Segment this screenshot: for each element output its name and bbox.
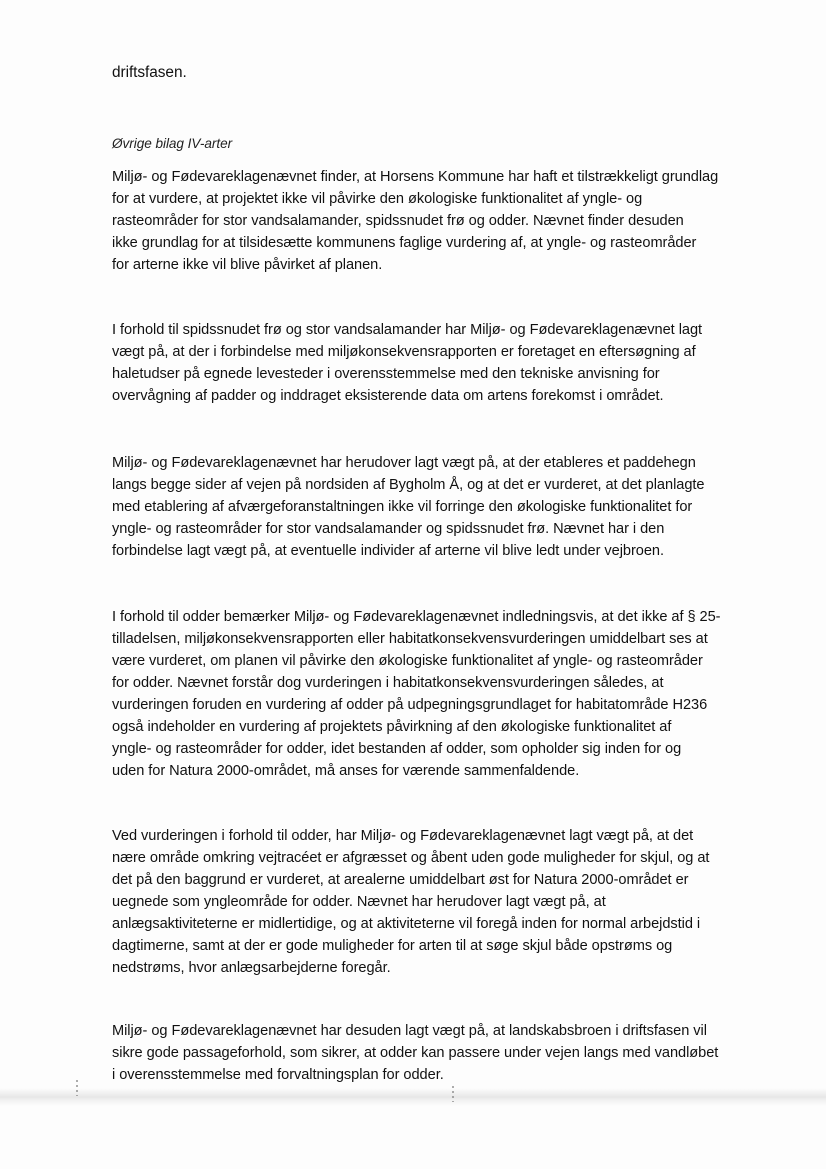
paragraph-3 <box>112 452 736 562</box>
text-line: anlægsaktiviteterne er midlertidige, og at aktiviteterne vil foregå inden for normal arbejdstid i <box>112 916 701 932</box>
text-line: rasteområder for stor vandsalamander, spidssnudet frø og odder. Nævnet finder desuden <box>112 213 684 229</box>
text-line: uden for Natura 2000-området, må anses for værende sammenfaldende. <box>112 763 580 779</box>
text-line: driftsfasen. <box>112 64 187 81</box>
text-line: med etablering af afværgeforanstaltningen ikke vil forringe den økologiske funktionalitet for <box>112 499 693 515</box>
scan-artifact-mark <box>76 1080 78 1096</box>
text-line: nedstrøms, hvor anlægsarbejderne foregår. <box>112 960 391 976</box>
text-line: det på den baggrund er vurderet, at arealerne umiddelbart øst for Natura 2000-området er <box>112 872 689 888</box>
text-line: I forhold til spidssnudet frø og stor vandsalamander har Miljø- og Fødevareklagenævnet lagt <box>112 322 703 338</box>
paragraph-6 <box>112 1020 736 1086</box>
text-line: dagtimerne, samt at der er gode muligheder for arten til at søge skjul både opstrøms og <box>112 938 673 954</box>
text-line: yngle- og rasteområder for stor vandsalamander og spidssnudet frø. Nævnet har i den <box>112 521 665 537</box>
text-line: I forhold til odder bemærker Miljø- og Fødevareklagenævnet indledningsvis, at det ikke af § 25- <box>112 609 721 625</box>
scan-artifact-line <box>0 1088 826 1106</box>
paragraph-1 <box>112 166 736 276</box>
text-line: tilladelsen, miljøkonsekvensrapporten eller habitatkonsekvensvurderingen umiddelbart ses at <box>112 631 708 647</box>
text-line: sikre gode passageforhold, som sikrer, at odder kan passere under vejen langs med vandløbet <box>112 1045 719 1061</box>
text-line: for at vurdere, at projektet ikke vil påvirke den økologiske funktionalitet af yngle- og <box>112 191 643 207</box>
text-line: forbindelse lagt vægt på, at eventuelle individer af arterne vil blive ledt under vejbroen. <box>112 543 664 559</box>
text-line: være vurderet, om planen vil påvirke den økologiske funktionalitet af yngle- og rasteområder <box>112 653 703 669</box>
continued-text <box>112 62 736 84</box>
text-line: Miljø- og Fødevareklagenævnet har herudover lagt vægt på, at der etableres et paddehegn <box>112 455 696 471</box>
scan-artifact-mark <box>452 1086 454 1102</box>
heading-text: Øvrige bilag IV-arter <box>112 136 233 151</box>
text-line: Miljø- og Fødevareklagenævnet har desuden lagt vægt på, at landskabsbroen i driftsfasen vil <box>112 1023 707 1039</box>
text-line: ikke grundlag for at tilsidesætte kommunens faglige vurdering af, at yngle- og rasteområder <box>112 235 697 251</box>
text-line: uegnede som yngleområde for odder. Nævnet har herudover lagt vægt på, at <box>112 894 606 910</box>
text-line: nære område omkring vejtracéet er afgræsset og åbent uden gode muligheder for skjul, og at <box>112 850 710 866</box>
text-line: overvågning af padder og inddraget eksisterende data om artens forekomst i området. <box>112 388 664 404</box>
text-line: i overensstemmelse med forvaltningsplan for odder. <box>112 1067 444 1083</box>
text-line: Miljø- og Fødevareklagenævnet finder, at Horsens Kommune har haft et tilstrækkeligt grundlag <box>112 169 719 185</box>
text-line: Ved vurderingen i forhold til odder, har Miljø- og Fødevareklagenævnet lagt vægt på, at det <box>112 828 694 844</box>
section-heading <box>112 133 736 155</box>
paragraph-5 <box>112 825 736 979</box>
text-line: vurderingen foruden en vurdering af odder på udpegningsgrundlaget for habitatområde H236 <box>112 697 708 713</box>
paragraph-2 <box>112 319 736 407</box>
text-line: langs begge sider af vejen på nordsiden af Bygholm Å, og at det er vurderet, at det planlagte <box>112 477 705 493</box>
paragraph-4 <box>112 606 736 782</box>
text-line: for odder. Nævnet forstår dog vurderingen i habitatkonsekvensvurderingen således, at <box>112 675 664 691</box>
text-line: haletudser på egnede levesteder i overensstemmelse med den tekniske anvisning for <box>112 366 660 382</box>
text-line: yngle- og rasteområder for odder, idet bestanden af odder, som opholder sig inden for og <box>112 741 682 757</box>
text-line: vægt på, at der i forbindelse med miljøkonsekvensrapporten er foretaget en eftersøgning af <box>112 344 696 360</box>
text-line: også indeholder en vurdering af projektets påvirkning af den økologiske funktionalitet af <box>112 719 672 735</box>
text-line: for arterne ikke vil blive påvirket af planen. <box>112 257 383 273</box>
